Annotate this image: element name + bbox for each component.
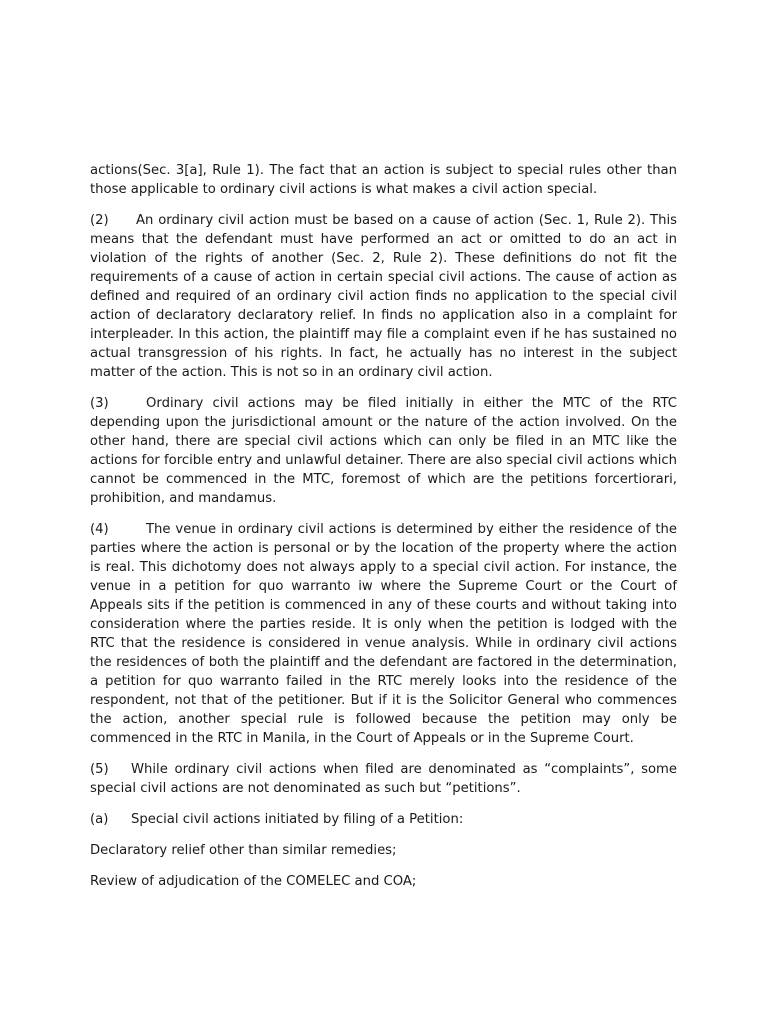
paragraph-text: Declaratory relief other than similar remedies; xyxy=(90,843,397,858)
paragraph-text: actions(Sec. 3[a], Rule 1). The fact that an action is subject to special rules other than those applicable to ordinary civil actions is what makes a civil action special. xyxy=(90,163,677,197)
paragraph-text: Special civil actions initiated by filing of a Petition: xyxy=(131,812,464,827)
paragraph-declaratory-relief xyxy=(90,841,677,860)
paragraph-2 xyxy=(90,211,677,382)
paragraph-number: (a) xyxy=(90,812,109,827)
paragraph-a xyxy=(90,810,677,829)
paragraph-text: Ordinary civil actions may be filed initially in either the MTC of the RTC depending upon the jurisdictional amount or the nature of the action involved. On the other hand, there are special civil actions which can only be filed in an MTC like the actions for forcible entry and unlawful detainer. There are also special civil actions which cannot be commenced in the MTC, foremost of which are the petitions forcertiorari, prohibition, and mandamus. xyxy=(90,396,677,506)
paragraph-number: (4) xyxy=(90,522,109,537)
paragraph-text: An ordinary civil action must be based on a cause of action (Sec. 1, Rule 2). This means that the defendant must have performed an act or omitted to do an act in violation of the rights of another (Sec. 2, Rule 2). These definitions do not fit the requirements of a cause of action in certain special civil actions. The cause of action as defined and required of an ordinary civil action finds no application to the special civil action of declaratory declaratory relief. In finds no application also in a complaint for interpleader. In this action, the plaintiff may file a complaint even if he has sustained no actual transgression of his rights. In fact, he actually has no interest in the subject matter of the action. This is not so in an ordinary civil action. xyxy=(90,213,677,380)
paragraph-continuation xyxy=(90,161,677,199)
paragraph-number: (5) xyxy=(90,762,109,777)
paragraph-text: While ordinary civil actions when filed are denominated as “complaints”, some special civil actions are not denominated as such but “petitions”. xyxy=(90,762,677,796)
paragraph-text: Review of adjudication of the COMELEC and COA; xyxy=(90,874,417,889)
paragraph-4 xyxy=(90,520,677,748)
document-page xyxy=(90,161,677,903)
paragraph-text: The venue in ordinary civil actions is determined by either the residence of the parties where the action is personal or by the location of the property where the action is real. This dichotomy does not always apply to a special civil action. For instance, the venue in a petition for quo warranto iw where the Supreme Court or the Court of Appeals sits if the petition is commenced in any of these courts and without taking into consideration where the parties reside. It is only when the petition is lodged with the RTC that the residence is considered in venue analysis. While in ordinary civil actions the residences of both the plaintiff and the defendant are factored in the determination, a petition for quo warranto failed in the RTC merely looks into the residence of the respondent, not that of the petitioner. But if it is the Solicitor General who commences the action, another special rule is followed because the petition may only be commenced in the RTC in Manila, in the Court of Appeals or in the Supreme Court. xyxy=(90,522,677,746)
paragraph-review-adjudication xyxy=(90,872,677,891)
paragraph-number: (3) xyxy=(90,396,109,411)
paragraph-number: (2) xyxy=(90,213,109,228)
paragraph-5 xyxy=(90,760,677,798)
paragraph-3 xyxy=(90,394,677,508)
